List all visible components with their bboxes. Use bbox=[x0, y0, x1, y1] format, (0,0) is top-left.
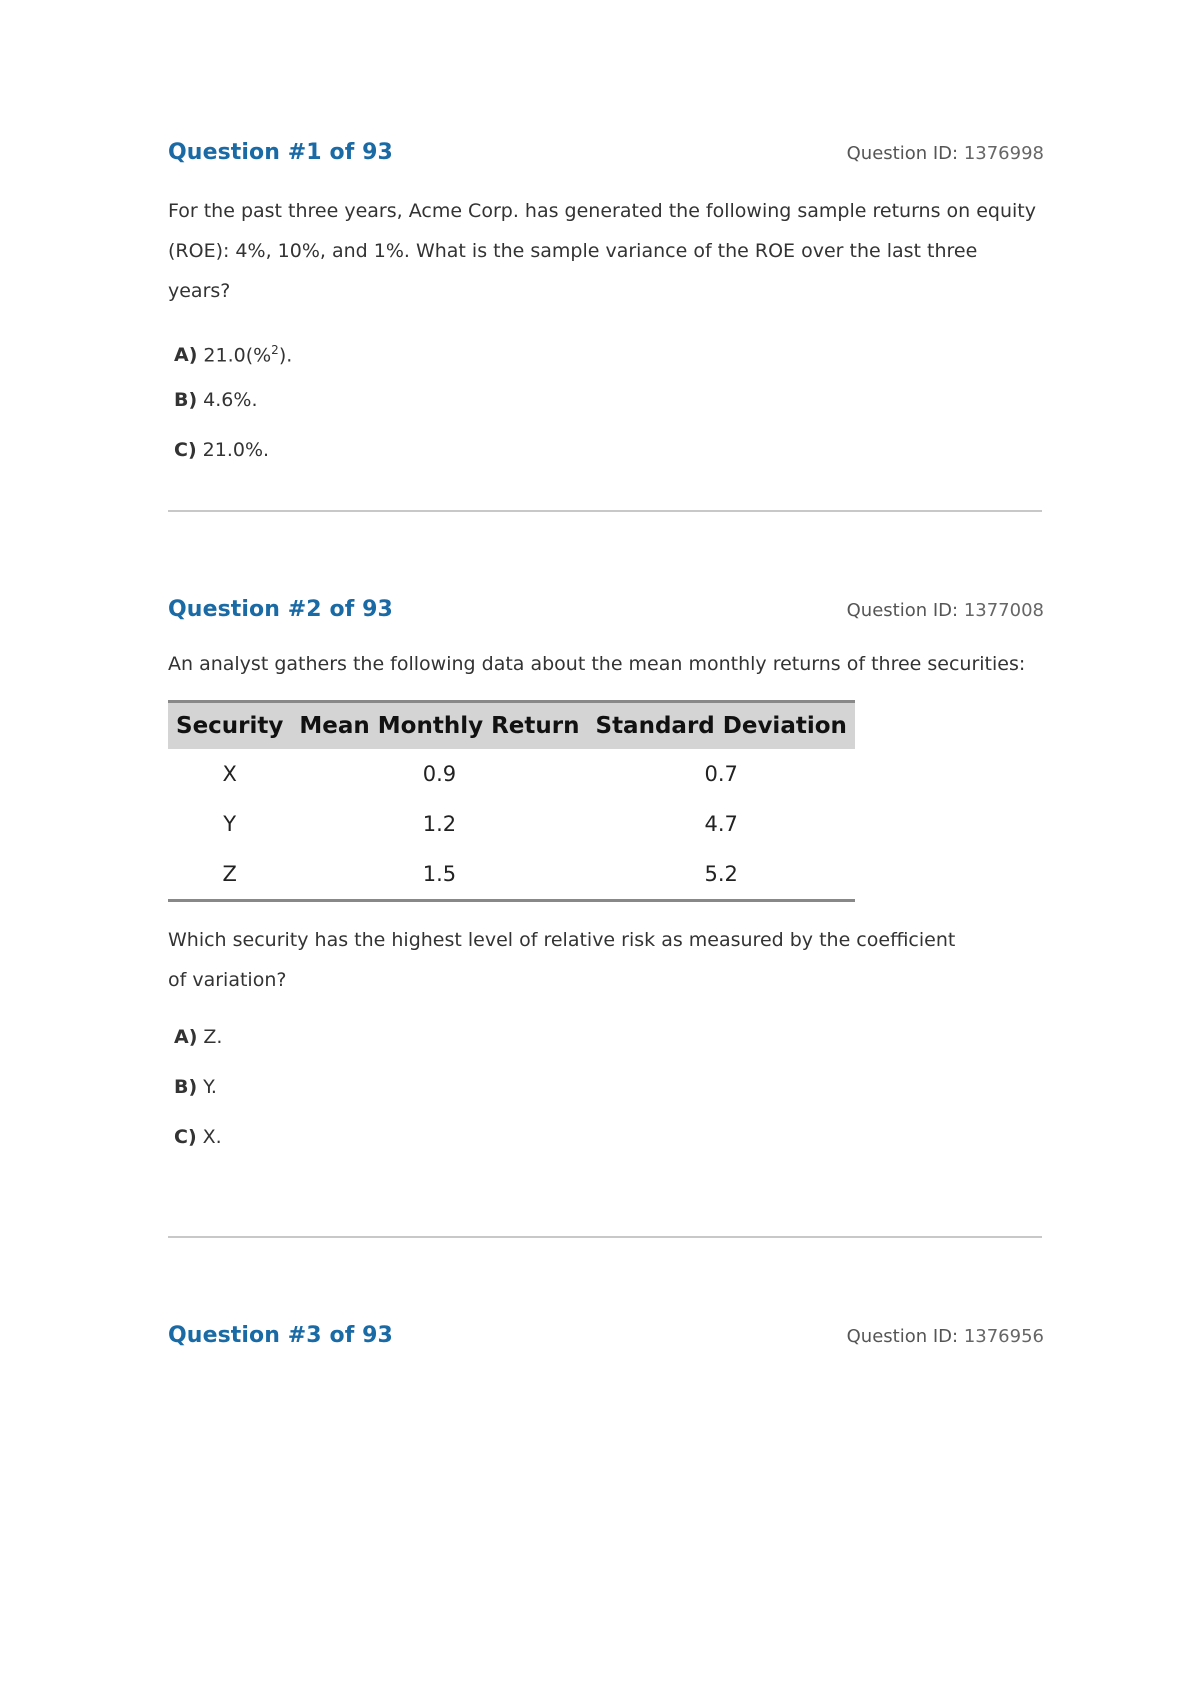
question-id-label: Question ID: bbox=[846, 1326, 959, 1347]
question-id bbox=[847, 1326, 1044, 1347]
table-cell: X bbox=[222, 762, 237, 786]
table-cell: 0.7 bbox=[704, 762, 738, 786]
answer-b[interactable] bbox=[168, 1062, 1042, 1112]
answer-text: Z. bbox=[203, 1026, 223, 1048]
answer-letter: A) bbox=[174, 344, 198, 367]
table-header: Mean Monthly Return bbox=[291, 702, 587, 750]
answer-letter: A) bbox=[174, 1026, 198, 1048]
question-title: Question #3 of 93 bbox=[168, 1323, 393, 1348]
table-row bbox=[168, 849, 855, 901]
answer-text-end: ). bbox=[278, 344, 293, 367]
answer-a[interactable] bbox=[168, 325, 1042, 375]
table-row bbox=[168, 799, 855, 849]
question-id-label: Question ID: bbox=[846, 600, 959, 621]
question-id bbox=[847, 143, 1044, 164]
question-divider bbox=[168, 1236, 1042, 1238]
question-id bbox=[847, 600, 1044, 621]
table-cell: 4.7 bbox=[704, 812, 738, 836]
question-header bbox=[168, 597, 1042, 622]
table-header-row bbox=[168, 702, 855, 750]
table-row bbox=[168, 749, 855, 799]
answer-superscript: 2 bbox=[271, 343, 279, 357]
answer-letter: B) bbox=[174, 1076, 198, 1098]
answer-text: Y. bbox=[203, 1076, 217, 1098]
answer-a[interactable] bbox=[168, 1012, 1042, 1062]
question-divider bbox=[168, 510, 1042, 512]
answer-letter: C) bbox=[174, 439, 197, 461]
question-text: Which security has the highest level of relative risk as measured by the coefficient of variation? bbox=[168, 929, 956, 991]
answer-letter: C) bbox=[174, 1126, 197, 1148]
answer-list bbox=[168, 325, 1042, 475]
answer-b[interactable] bbox=[168, 375, 1042, 425]
question-id-value: 1376998 bbox=[963, 143, 1044, 164]
question-intro: An analyst gathers the following data about the mean monthly returns of three securities: bbox=[168, 653, 1026, 675]
table-cell: Y bbox=[223, 812, 237, 836]
answer-c[interactable] bbox=[168, 425, 1042, 475]
question-3 bbox=[168, 1323, 1042, 1348]
table-header: Standard Deviation bbox=[588, 702, 855, 750]
answer-text: 21.0(% bbox=[203, 344, 272, 367]
answer-list bbox=[168, 1012, 1042, 1162]
question-text: For the past three years, Acme Corp. has generated the following sample returns on equity (ROE): 4%, 10%, and 1%. What is the sample variance of the ROE over the last three years? bbox=[168, 200, 1036, 302]
answer-text: 21.0%. bbox=[202, 439, 270, 461]
answer-letter: B) bbox=[174, 389, 198, 411]
table-cell: 1.5 bbox=[291, 849, 587, 901]
question-1 bbox=[168, 140, 1042, 475]
question-header bbox=[168, 1323, 1042, 1348]
question-2 bbox=[168, 597, 1042, 1162]
securities-table bbox=[168, 700, 855, 902]
table-cell: 1.2 bbox=[422, 812, 457, 836]
table-cell: Z bbox=[168, 849, 291, 901]
answer-text: 4.6%. bbox=[203, 389, 258, 411]
question-header bbox=[168, 140, 1042, 165]
answer-c[interactable] bbox=[168, 1112, 1042, 1162]
question-id-value: 1376956 bbox=[963, 1326, 1044, 1347]
answer-text: X. bbox=[202, 1126, 222, 1148]
question-id-label: Question ID: bbox=[846, 143, 959, 164]
table-cell: 5.2 bbox=[588, 849, 855, 901]
question-title: Question #2 of 93 bbox=[168, 597, 393, 622]
question-id-value: 1377008 bbox=[963, 600, 1044, 621]
table-cell: 0.9 bbox=[422, 762, 457, 786]
question-title: Question #1 of 93 bbox=[168, 140, 393, 165]
table-header: Security bbox=[168, 702, 291, 750]
